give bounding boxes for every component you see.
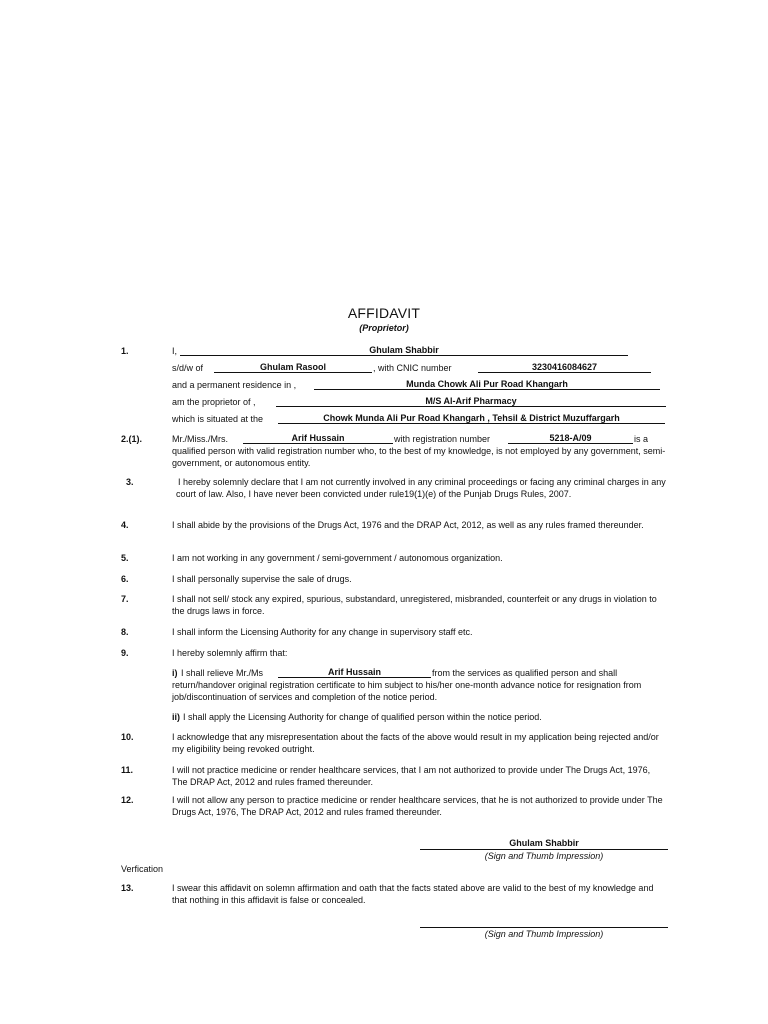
item-6-number: 6.	[121, 574, 129, 584]
item-7-text: I shall not sell/ stock any expired, spurious, substandard, unregistered, misbranded, counterfeit or any drugs in violation to the drugs laws in force.	[172, 594, 657, 616]
page-title: AFFIDAVIT	[347, 305, 421, 321]
item-4-text: I shall abide by the provisions of the Drugs Act, 1976 and the DRAP Act, 2012, as well as any rules framed thereunder.	[172, 520, 644, 530]
item-13-number: 13.	[121, 883, 134, 893]
item-11-number: 11.	[121, 765, 134, 775]
item-3-text: I hereby solemnly declare that I am not currently involved in any criminal proceedings or facing any criminal charges in any court of law. Also, I have never been convicted under rule19(1)(e) of the Punjab Drugs Rules, 2007.	[176, 477, 666, 499]
signature-name: Ghulam Shabbir	[509, 838, 579, 848]
relieve-person-field: Arif Hussain	[278, 666, 431, 678]
item-4-number: 4.	[121, 520, 129, 530]
signature-caption-2: (Sign and Thumb Impression)	[484, 929, 604, 939]
item-9-text: I hereby solemnly affirm that:	[172, 648, 288, 658]
sub-i-text: return/handover original registration certificate to him subject to his/her one-month advance notice for resignation from job/discontinuation of services and completion of the notice period.	[172, 680, 642, 702]
registration-field: 5218-A/09	[508, 432, 633, 444]
item-12-text: I will not allow any person to practice medicine or render healthcare services, that he is not authorized to provide under The Drugs Act, 1976, The DRAP Act, 2012 and rules framed thereunder.	[172, 795, 663, 817]
item-7-number: 7.	[121, 594, 129, 604]
pharmacy-field: M/S Al-Arif Pharmacy	[276, 395, 666, 407]
father-name-field: Ghulam Rasool	[214, 361, 372, 373]
name-field: Ghulam Shabbir	[180, 344, 628, 356]
situated-prefix: which is situated at the	[172, 414, 264, 424]
item-1-i-prefix: I,	[172, 346, 178, 356]
qualified-person-field: Arif Hussain	[243, 432, 393, 444]
item-1-number: 1.	[121, 346, 129, 356]
page-subtitle: (Proprietor)	[359, 323, 409, 333]
item-2-number: 2.(1).	[121, 434, 143, 444]
cnic-field: 3230416084627	[478, 361, 651, 373]
sub-ii-text: I shall apply the Licensing Authority for change of qualified person within the notice period.	[183, 712, 542, 722]
residence-field: Munda Chowk Ali Pur Road Khangarh	[314, 378, 660, 390]
sdw-prefix: s/d/w of	[172, 363, 204, 373]
reg-prefix: with registration number	[394, 434, 491, 444]
item-12-number: 12.	[121, 795, 134, 805]
sub-i-label: i)	[172, 668, 178, 678]
sub-ii-label: ii)	[172, 712, 180, 722]
item-5-text: I am not working in any government / semi-government / autonomous organization.	[172, 553, 503, 563]
sub-i-suffix: from the services as qualified person and shall	[432, 668, 618, 678]
item-2-text: qualified person with valid registration number who, to the best of my knowledge, is not employed by any government, semi-government, or autonomous entity.	[172, 446, 666, 468]
item-6-text: I shall personally supervise the sale of drugs.	[172, 574, 352, 584]
item-13-text: I swear this affidavit on solemn affirmation and oath that the facts stated above are valid to the best of my knowledge and that nothing in this affidavit is false or concealed.	[172, 883, 654, 905]
item-8-text: I shall inform the Licensing Authority for any change in supervisory staff etc.	[172, 627, 473, 637]
item-2-prefix: Mr./Miss./Mrs.	[172, 434, 228, 444]
item-8-number: 8.	[121, 627, 129, 637]
sub-i-prefix: I shall relieve Mr./Ms	[181, 668, 264, 678]
verification-heading: Verfication	[121, 864, 164, 874]
item-3-number: 3.	[126, 477, 134, 487]
item-10-number: 10.	[121, 732, 134, 742]
item-5-number: 5.	[121, 553, 129, 563]
item-2-suffix: is a	[634, 434, 649, 444]
address-field: Chowk Munda Ali Pur Road Khangarh , Tehsil & District Muzuffargarh	[278, 412, 665, 424]
item-10-text: I acknowledge that any misrepresentation about the facts of the above would result in my application being rejected and/or my eligibility being revoked outright.	[172, 732, 659, 754]
item-11-text: I will not practice medicine or render healthcare services, that I am not authorized to provide under The Drugs Act, 1976, The DRAP Act, 2012 and rules framed thereunder.	[172, 765, 651, 787]
proprietor-prefix: am the proprietor of ,	[172, 397, 256, 407]
signature-caption: (Sign and Thumb Impression)	[484, 851, 604, 861]
cnic-prefix: , with CNIC number	[373, 363, 452, 373]
residence-prefix: and a permanent residence in ,	[172, 380, 297, 390]
item-9-number: 9.	[121, 648, 129, 658]
